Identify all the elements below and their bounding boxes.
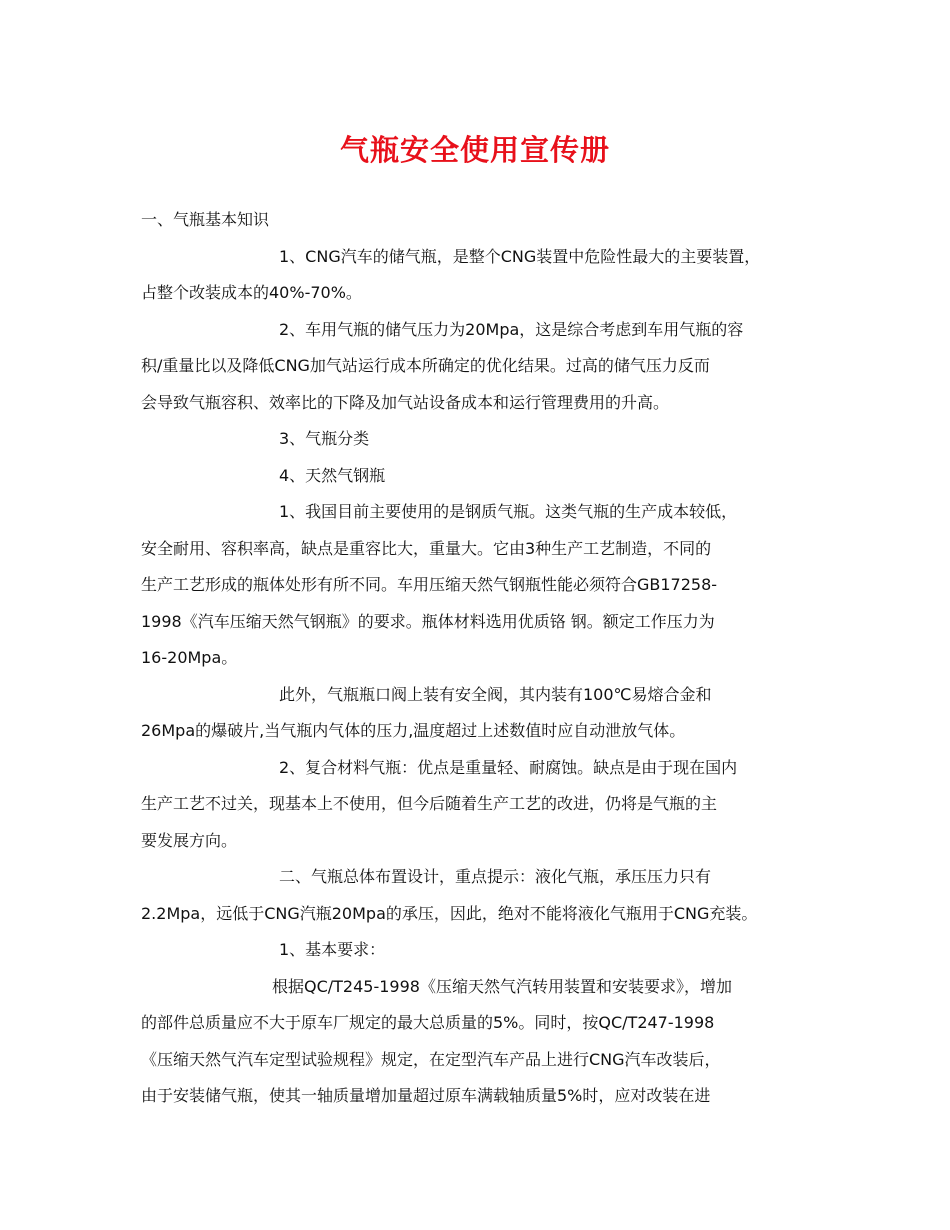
paragraph-line: 1、我国目前主要使用的是钢质气瓶。这类气瓶的生产成本较低， — [279, 502, 738, 521]
paragraph-line: 1998《汽车压缩天然气钢瓶》的要求。瓶体材料选用优质铬 钢。额定工作压力为 — [141, 611, 715, 631]
paragraph-line: 的部件总质量应不大于原车厂规定的最大总质量的5%。同时，按QC/T247-1998 — [141, 1013, 715, 1032]
paragraph-line: 2、车用气瓶的储气压力为20Mpa，这是综合考虑到车用气瓶的容 — [279, 319, 744, 339]
list-item: 3、气瓶分类 — [279, 429, 370, 448]
paragraph-line: 生产工艺不过关，现基本上不使用，但今后随着生产工艺的改进，仍将是气瓶的主 — [141, 794, 718, 813]
document-body — [141, 202, 811, 1115]
section-heading: 二、气瓶总体布置设计，重点提示：液化气瓶，承压压力只有 — [279, 867, 712, 886]
document-title: 气瓶安全使用宣传册 — [339, 133, 610, 167]
paragraph-line: 占整个改装成本的40%-70%。 — [141, 283, 362, 302]
paragraph-line: 《压缩天然气汽车定型试验规程》规定，在定型汽车产品上进行CNG汽车改装后， — [141, 1049, 721, 1069]
paragraph-line: 16-20Mpa。 — [141, 648, 238, 667]
paragraph-line: 26Mpa的爆破片,当气瓶内气体的压力,温度超过上述数值时应自动泄放气体。 — [141, 721, 686, 740]
paragraph-line: 此外，气瓶瓶口阀上装有安全阀，其内装有100℃易熔合金和 — [279, 684, 712, 704]
paragraph-line: 会导致气瓶容积、效率比的下降及加气站设备成本和运行管理费用的升高。 — [141, 392, 670, 412]
paragraph-line: 2、复合材料气瓶：优点是重量轻、耐腐蚀。缺点是由于现在国内 — [279, 757, 738, 777]
paragraph-line: 根据QC/T245-1998《压缩天然气汽转用装置和安装要求》，增加 — [272, 976, 732, 996]
paragraph-line: 积/重量比以及降低CNG加气站运行成本所确定的优化结果。过高的储气压力反而 — [141, 356, 710, 375]
paragraph-line: 由于安装储气瓶，使其一轴质量增加量超过原车满载轴质量5%时，应对改装在进 — [141, 1086, 711, 1105]
list-item: 4、天然气钢瓶 — [279, 465, 386, 485]
paragraph-line: 1、CNG汽车的储气瓶，是整个CNG装置中危险性最大的主要装置， — [279, 246, 761, 266]
paragraph-line: 安全耐用、容积率高，缺点是重容比大，重量大。它由3种生产工艺制造，不同的 — [141, 538, 712, 558]
paragraph-line: 2.2Mpa，远低于CNG汽瓶20Mpa的承压，因此，绝对不能将液化气瓶用于CNG充装。 — [141, 903, 758, 923]
paragraph-line: 生产工艺形成的瓶体处形有所不同。车用压缩天然气钢瓶性能必须符合GB17258- — [141, 575, 718, 594]
paragraph-line: 要发展方向。 — [141, 830, 238, 850]
list-item: 1、基本要求： — [279, 940, 386, 959]
section-heading: 一、气瓶基本知识 — [141, 210, 270, 229]
